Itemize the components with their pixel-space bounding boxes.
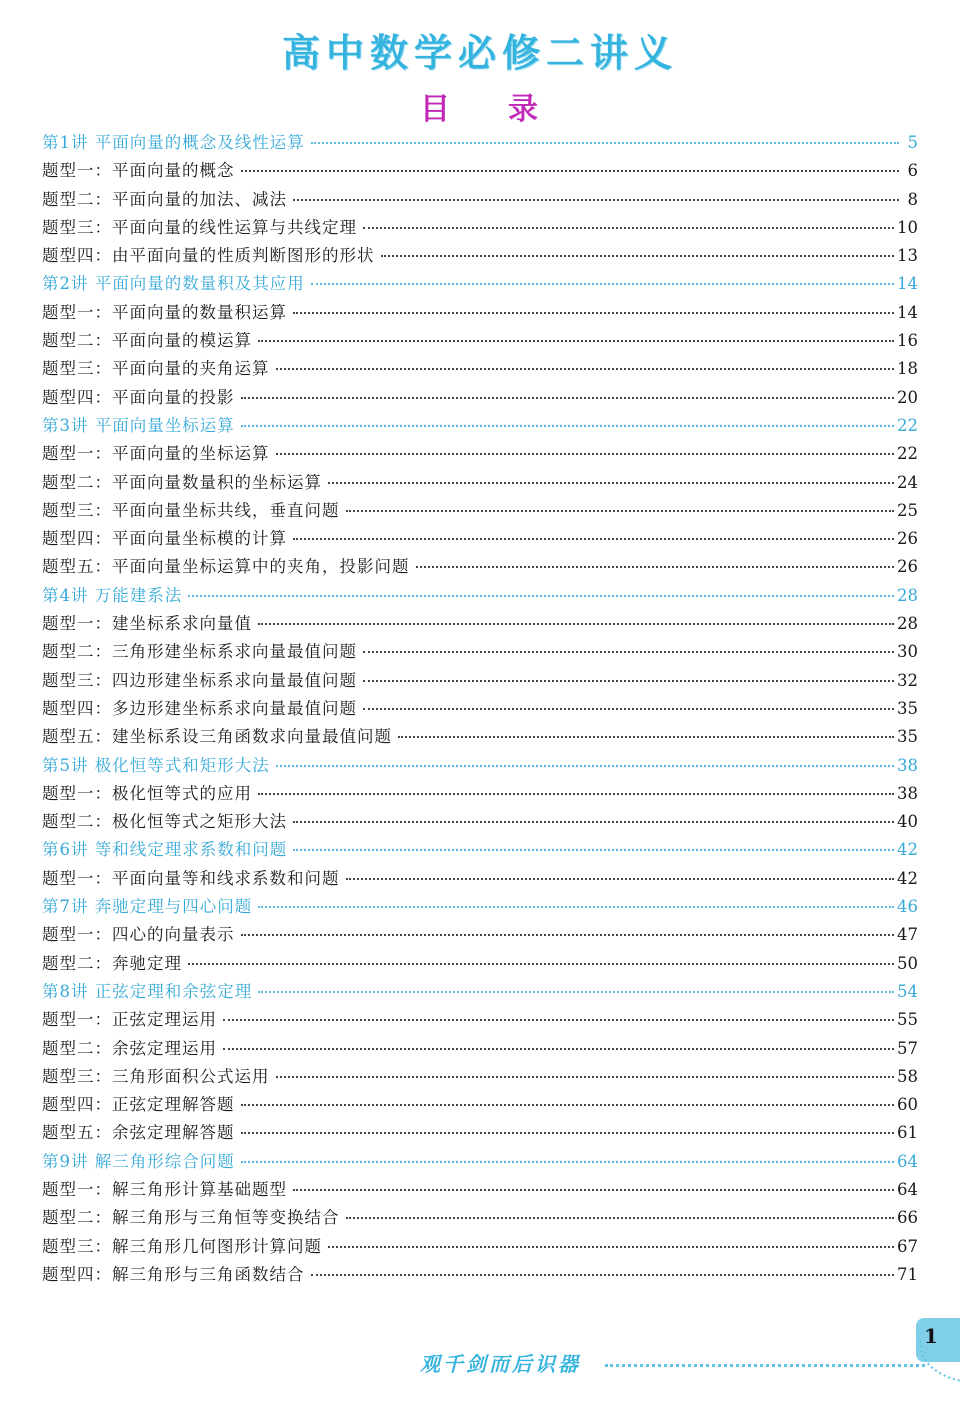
toc-entry-label: 题型四：解三角形与三角函数结合 (42, 1264, 305, 1284)
toc-chapter-entry[interactable] (42, 836, 918, 864)
toc-item-entry[interactable] (42, 553, 918, 581)
toc-entry-page: 28 (897, 614, 918, 634)
toc-item-entry[interactable] (42, 1204, 918, 1232)
toc-item-entry[interactable] (42, 242, 918, 270)
toc-entry-label: 题型一：正弦定理运用 (42, 1010, 217, 1030)
toc-entry-label: 题型二：解三角形与三角恒等变换结合 (42, 1208, 340, 1228)
toc-dot-leader (293, 1188, 894, 1191)
toc-item-entry[interactable] (42, 638, 918, 666)
toc-chapter-entry[interactable] (42, 1148, 918, 1176)
toc-dot-leader (363, 707, 894, 710)
toc-dot-leader (363, 679, 894, 682)
toc-item-entry[interactable] (42, 1091, 918, 1119)
toc-entry-page: 71 (897, 1264, 918, 1284)
toc-dot-leader (241, 1103, 895, 1106)
toc-entry-page: 46 (897, 897, 918, 917)
toc-entry-label: 题型五：平面向量坐标运算中的夹角，投影问题 (42, 557, 410, 577)
toc-item-entry[interactable] (42, 384, 918, 412)
toc-entry-page: 22 (897, 415, 918, 435)
toc-dot-leader (223, 1018, 894, 1021)
toc-entry-label: 题型一：平面向量的数量积运算 (42, 302, 287, 322)
toc-entry-page: 10 (897, 217, 918, 237)
toc-entry-label: 题型二：平面向量的模运算 (42, 331, 252, 351)
toc-item-entry[interactable] (42, 780, 918, 808)
toc-dot-leader (363, 226, 894, 229)
toc-entry-page: 38 (897, 783, 918, 803)
table-of-contents (42, 129, 918, 1289)
toc-entry-page: 35 (897, 727, 918, 747)
toc-entry-label: 第3讲 平面向量坐标运算 (42, 415, 235, 435)
toc-dot-leader (293, 537, 894, 540)
toc-entry-label: 题型二：平面向量数量积的坐标运算 (42, 472, 322, 492)
toc-chapter-entry[interactable] (42, 893, 918, 921)
toc-entry-page: 40 (897, 812, 918, 832)
toc-item-entry[interactable] (42, 667, 918, 695)
toc-entry-label: 第8讲 正弦定理和余弦定理 (42, 981, 253, 1001)
toc-dot-leader (188, 962, 894, 965)
toc-item-entry[interactable] (42, 808, 918, 836)
toc-entry-label: 题型二：平面向量的加法、减法 (42, 189, 287, 209)
toc-entry-page: 42 (897, 868, 918, 888)
toc-entry-page: 58 (897, 1066, 918, 1086)
toc-entry-label: 题型四：正弦定理解答题 (42, 1095, 235, 1115)
toc-item-entry[interactable] (42, 327, 918, 355)
toc-entry-label: 题型一：平面向量的坐标运算 (42, 444, 270, 464)
toc-dot-leader (293, 198, 899, 201)
toc-dot-leader (311, 141, 899, 144)
toc-item-entry[interactable] (42, 1233, 918, 1261)
toc-entry-label: 题型二：余弦定理运用 (42, 1038, 217, 1058)
toc-entry-label: 题型二：奔驰定理 (42, 953, 182, 973)
toc-entry-page: 14 (897, 302, 918, 322)
toc-entry-label: 第2讲 平面向量的数量积及其应用 (42, 274, 305, 294)
toc-entry-page: 50 (897, 953, 918, 973)
footer-motto: 观千剑而后识器 (420, 1352, 581, 1376)
toc-chapter-entry[interactable] (42, 978, 918, 1006)
toc-item-entry[interactable] (42, 299, 918, 327)
toc-item-entry[interactable] (42, 525, 918, 553)
toc-entry-page: 60 (897, 1095, 918, 1115)
toc-item-entry[interactable] (42, 214, 918, 242)
toc-item-entry[interactable] (42, 440, 918, 468)
footer-curve-decoration (900, 1340, 960, 1400)
toc-item-entry[interactable] (42, 1035, 918, 1063)
toc-entry-label: 题型四：平面向量的投影 (42, 387, 235, 407)
page-title: 高中数学必修二讲义 (281, 30, 678, 75)
toc-chapter-entry[interactable] (42, 412, 918, 440)
toc-item-entry[interactable] (42, 1261, 918, 1289)
toc-entry-label: 第1讲 平面向量的概念及线性运算 (42, 133, 305, 152)
toc-chapter-entry[interactable] (42, 270, 918, 298)
toc-entry-page: 16 (897, 331, 918, 351)
toc-item-entry[interactable] (42, 497, 918, 525)
toc-dot-leader (258, 339, 894, 342)
toc-item-entry[interactable] (42, 921, 918, 949)
toc-entry-page: 42 (897, 840, 918, 860)
toc-entry-page: 8 (907, 189, 918, 209)
toc-entry-page: 28 (897, 585, 918, 605)
toc-item-entry[interactable] (42, 355, 918, 383)
toc-entry-label: 题型四：多边形建坐标系求向量最值问题 (42, 698, 357, 718)
toc-entry-label: 第9讲 解三角形综合问题 (42, 1151, 235, 1171)
toc-dot-leader (276, 1075, 895, 1078)
toc-item-entry[interactable] (42, 723, 918, 751)
toc-entry-label: 题型一：平面向量的概念 (42, 161, 235, 181)
toc-dot-leader (293, 311, 894, 314)
toc-entry-label: 题型二：三角形建坐标系求向量最值问题 (42, 642, 357, 662)
toc-entry-page: 38 (897, 755, 918, 775)
toc-dot-leader (328, 1245, 894, 1248)
toc-entry-page: 26 (897, 557, 918, 577)
toc-entry-label: 题型三：解三角形几何图形计算问题 (42, 1236, 322, 1256)
toc-entry-page: 20 (897, 387, 918, 407)
toc-entry-page: 67 (897, 1236, 918, 1256)
toc-entry-label: 题型三：平面向量坐标共线，垂直问题 (42, 500, 340, 520)
toc-item-entry[interactable] (42, 950, 918, 978)
toc-dot-leader (241, 1131, 895, 1134)
toc-dot-leader (258, 905, 894, 908)
toc-entry-page: 57 (897, 1038, 918, 1058)
toc-entry-page: 18 (897, 359, 918, 379)
toc-item-entry[interactable] (42, 1006, 918, 1034)
toc-heading-left: 目 (420, 92, 452, 127)
toc-entry-label: 题型五：建坐标系设三角函数求向量最值问题 (42, 727, 392, 747)
toc-entry-label: 题型三：平面向量的线性运算与共线定理 (42, 217, 357, 237)
toc-dot-leader (346, 1216, 895, 1219)
toc-dot-leader (258, 622, 894, 625)
toc-entry-page: 61 (897, 1123, 918, 1143)
toc-entry-page: 30 (897, 642, 918, 662)
toc-dot-leader (311, 282, 894, 285)
toc-entry-page: 32 (897, 670, 918, 690)
toc-dot-leader (398, 735, 894, 738)
toc-dot-leader (416, 565, 895, 568)
toc-entry-page: 66 (897, 1208, 918, 1228)
toc-dot-leader (241, 933, 895, 936)
toc-item-entry[interactable] (42, 695, 918, 723)
toc-entry-page: 54 (897, 981, 918, 1001)
toc-item-entry[interactable] (42, 469, 918, 497)
toc-entry-label: 题型四：由平面向量的性质判断图形的形状 (42, 246, 375, 266)
toc-entry-label: 题型三：三角形面积公式运用 (42, 1066, 270, 1086)
toc-item-entry[interactable] (42, 1176, 918, 1204)
toc-entry-label: 题型三：平面向量的夹角运算 (42, 359, 270, 379)
toc-entry-label: 第4讲 万能建系法 (42, 585, 183, 605)
toc-entry-page: 64 (897, 1179, 918, 1199)
toc-item-entry[interactable] (42, 157, 918, 185)
toc-dot-leader (363, 650, 894, 653)
toc-dot-leader (346, 509, 895, 512)
toc-item-entry[interactable] (42, 1063, 918, 1091)
toc-dot-leader (241, 169, 900, 172)
page-number: 1 (924, 1324, 938, 1348)
toc-dot-leader (241, 1160, 894, 1163)
toc-dot-leader (241, 424, 894, 427)
toc-dot-leader (328, 481, 894, 484)
toc-dot-leader (381, 254, 895, 257)
toc-entry-label: 第5讲 极化恒等式和矩形大法 (42, 755, 270, 775)
toc-item-entry[interactable] (42, 1119, 918, 1147)
toc-dot-leader (258, 990, 894, 993)
toc-entry-label: 题型二：极化恒等式之矩形大法 (42, 812, 287, 832)
toc-entry-label: 题型一：平面向量等和线求系数和问题 (42, 868, 340, 888)
toc-entry-page: 64 (897, 1151, 918, 1171)
toc-dot-leader (241, 396, 895, 399)
toc-heading-right: 录 (508, 92, 540, 127)
toc-entry-label: 题型一：四心的向量表示 (42, 925, 235, 945)
toc-dot-leader (311, 1273, 895, 1276)
toc-entry-page: 25 (897, 500, 918, 520)
toc-entry-page: 6 (907, 161, 918, 181)
toc-item-entry[interactable] (42, 865, 918, 893)
toc-entry-page: 35 (897, 698, 918, 718)
toc-entry-page: 24 (897, 472, 918, 492)
toc-dot-leader (223, 1047, 894, 1050)
toc-entry-label: 题型五：余弦定理解答题 (42, 1123, 235, 1143)
toc-entry-label: 题型一：建坐标系求向量值 (42, 614, 252, 634)
toc-chapter-entry[interactable] (42, 582, 918, 610)
toc-chapter-entry[interactable] (42, 752, 918, 780)
footer-dotted-line (605, 1362, 925, 1367)
toc-dot-leader (258, 792, 894, 795)
toc-entry-label: 第7讲 奔驰定理与四心问题 (42, 897, 253, 917)
toc-chapter-entry[interactable] (42, 129, 918, 157)
toc-entry-page: 47 (897, 925, 918, 945)
toc-dot-leader (276, 764, 894, 767)
toc-entry-label: 题型三：四边形建坐标系求向量最值问题 (42, 670, 357, 690)
toc-entry-page: 14 (897, 274, 918, 294)
toc-dot-leader (188, 594, 894, 597)
toc-item-entry[interactable] (42, 186, 918, 214)
toc-dot-leader (293, 848, 894, 851)
toc-entry-label: 第6讲 等和线定理求系数和问题 (42, 840, 288, 860)
toc-heading (0, 84, 960, 128)
toc-entry-label: 题型一：极化恒等式的应用 (42, 783, 252, 803)
toc-dot-leader (346, 877, 895, 880)
toc-entry-label: 题型一：解三角形计算基础题型 (42, 1179, 287, 1199)
toc-entry-page: 13 (897, 246, 918, 266)
toc-item-entry[interactable] (42, 610, 918, 638)
toc-entry-page: 55 (897, 1010, 918, 1030)
toc-entry-label: 题型四：平面向量坐标模的计算 (42, 529, 287, 549)
toc-entry-page: 26 (897, 529, 918, 549)
toc-dot-leader (276, 367, 895, 370)
toc-entry-page: 22 (897, 444, 918, 464)
toc-entry-page: 5 (907, 133, 918, 152)
toc-dot-leader (276, 452, 895, 455)
toc-dot-leader (293, 820, 894, 823)
